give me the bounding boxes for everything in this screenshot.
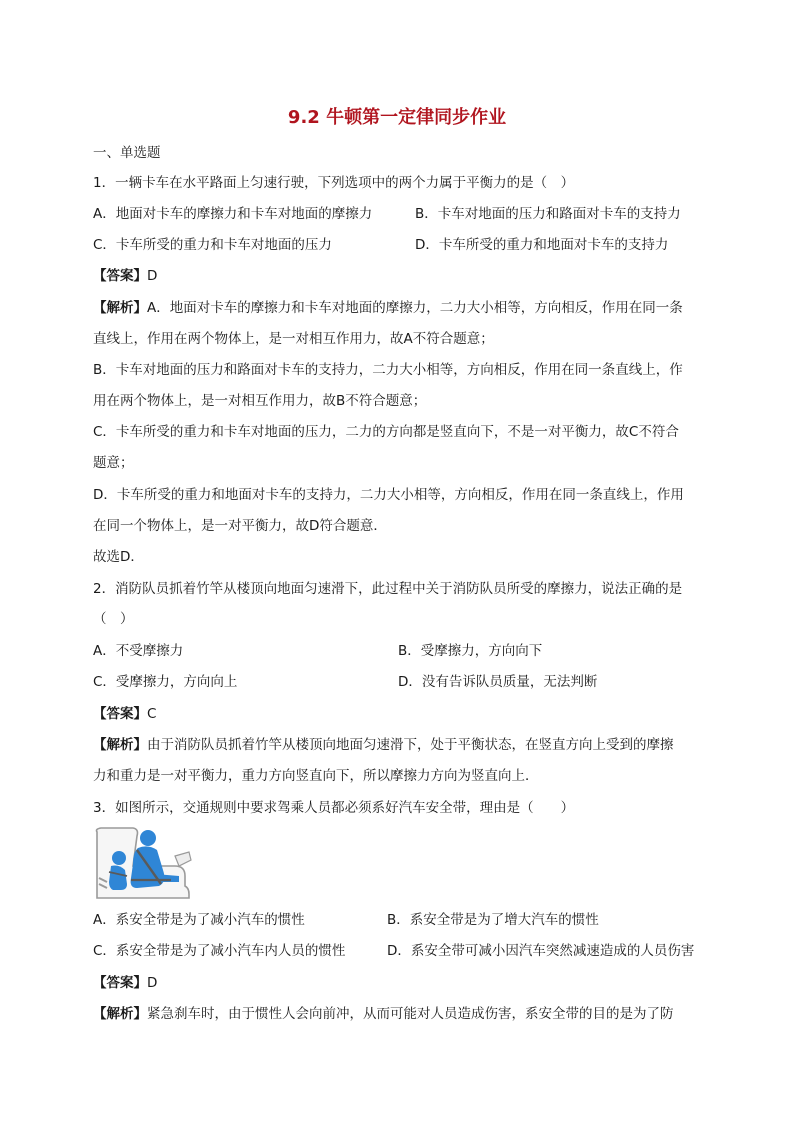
answer-value: C (147, 706, 157, 722)
q1-analysis-line: 直线上，作用在两个物体上，是一对相互作用力，故A不符合题意； (93, 331, 494, 347)
q1-analysis-line: 用在两个物体上，是一对相互作用力，故B不符合题意； (93, 393, 427, 409)
analysis-text: A．地面对卡车的摩擦力和卡车对地面的摩擦力，二力大小相等，方向相反，作用在同一条 (147, 300, 683, 316)
q3-options-row-1 (93, 909, 713, 931)
q1-analysis-line: D．卡车所受的重力和地面对卡车的支持力，二力大小相等，方向相反，作用在同一条直线上，作用 (93, 487, 684, 503)
q1-option-b: B．卡车对地面的压力和路面对卡车的支持力 (415, 206, 681, 222)
seatbelt-figure (93, 826, 193, 902)
answer-value: D (147, 268, 158, 284)
q3-options-row-2 (93, 940, 713, 962)
q1-analysis-line (93, 297, 713, 319)
q2-analysis-line (93, 734, 713, 756)
section-heading: 一、单选题 (93, 145, 161, 161)
analysis-label: 【解析】 (93, 300, 147, 316)
q1-options-row-2 (93, 234, 713, 256)
q2-option-b: B．受摩擦力，方向向下 (398, 643, 543, 659)
analysis-label: 【解析】 (93, 1006, 147, 1022)
q2-option-d: D．没有告诉队员质量，无法判断 (398, 674, 598, 690)
q3-analysis-line (93, 1003, 713, 1025)
adult-head (140, 830, 156, 846)
q3-stem: 3．如图所示，交通规则中要求驾乘人员都必须系好汽车安全带，理由是（ ） (93, 800, 575, 816)
child-head (112, 851, 126, 865)
q1-option-a: A．地面对卡车的摩擦力和卡车对地面的摩擦力 (93, 206, 373, 222)
analysis-text: 紧急刹车时，由于惯性人会向前冲，从而可能对人员造成伤害，系安全带的目的是为了防 (147, 1006, 674, 1022)
q1-analysis-line: 题意； (93, 455, 134, 471)
answer-label: 【答案】 (93, 975, 147, 991)
q1-analysis-line: B．卡车对地面的压力和路面对卡车的支持力，二力大小相等，方向相反，作用在同一条直线上，作 (93, 362, 683, 378)
headrest-shape (175, 852, 191, 866)
seatbelt-illustration (93, 826, 193, 902)
answer-label: 【答案】 (93, 268, 147, 284)
q1-answer (93, 265, 713, 287)
answer-label: 【答案】 (93, 706, 147, 722)
q2-stem: （ ） (93, 611, 134, 627)
q2-options-row-2 (93, 671, 713, 693)
q1-option-d: D．卡车所受的重力和地面对卡车的支持力 (415, 237, 669, 253)
q1-stem: 1．一辆卡车在水平路面上匀速行驶，下列选项中的两个力属于平衡力的是（ ） (93, 175, 575, 191)
q2-option-c: C．受摩擦力，方向向上 (93, 674, 238, 690)
answer-value: D (147, 975, 158, 991)
q2-option-a: A．不受摩擦力 (93, 643, 184, 659)
q1-option-c: C．卡车所受的重力和卡车对地面的压力 (93, 237, 332, 253)
q3-option-a: A．系安全带是为了减小汽车的惯性 (93, 912, 305, 928)
q1-analysis-line: C．卡车所受的重力和卡车对地面的压力，二力的方向都是竖直向下，不是一对平衡力，故C不符合 (93, 424, 679, 440)
q2-analysis-line: 力和重力是一对平衡力，重力方向竖直向下，所以摩擦力方向为竖直向上． (93, 768, 539, 784)
q3-option-d: D．系安全带可减小因汽车突然减速造成的人员伤害 (387, 943, 695, 959)
q2-stem: 2．消防队员抓着竹竿从楼顶向地面匀速滑下，此过程中关于消防队员所受的摩擦力，说法正确的是 (93, 581, 683, 597)
page-title: 9.2 牛顿第一定律同步作业 (287, 107, 507, 128)
q1-analysis-line: 在同一个物体上，是一对平衡力，故D符合题意． (93, 518, 387, 534)
q1-options-row-1 (93, 203, 713, 225)
q3-option-b: B．系安全带是为了增大汽车的惯性 (387, 912, 599, 928)
analysis-label: 【解析】 (93, 737, 147, 753)
q3-answer (93, 972, 713, 994)
q2-options-row-1 (93, 640, 713, 662)
q3-option-c: C．系安全带是为了减小汽车内人员的惯性 (93, 943, 346, 959)
analysis-text: 由于消防队员抓着竹竿从楼顶向地面匀速滑下，处于平衡状态，在竖直方向上受到的摩擦 (147, 737, 674, 753)
q2-answer (93, 703, 713, 725)
q1-analysis-line: 故选D． (93, 549, 144, 565)
